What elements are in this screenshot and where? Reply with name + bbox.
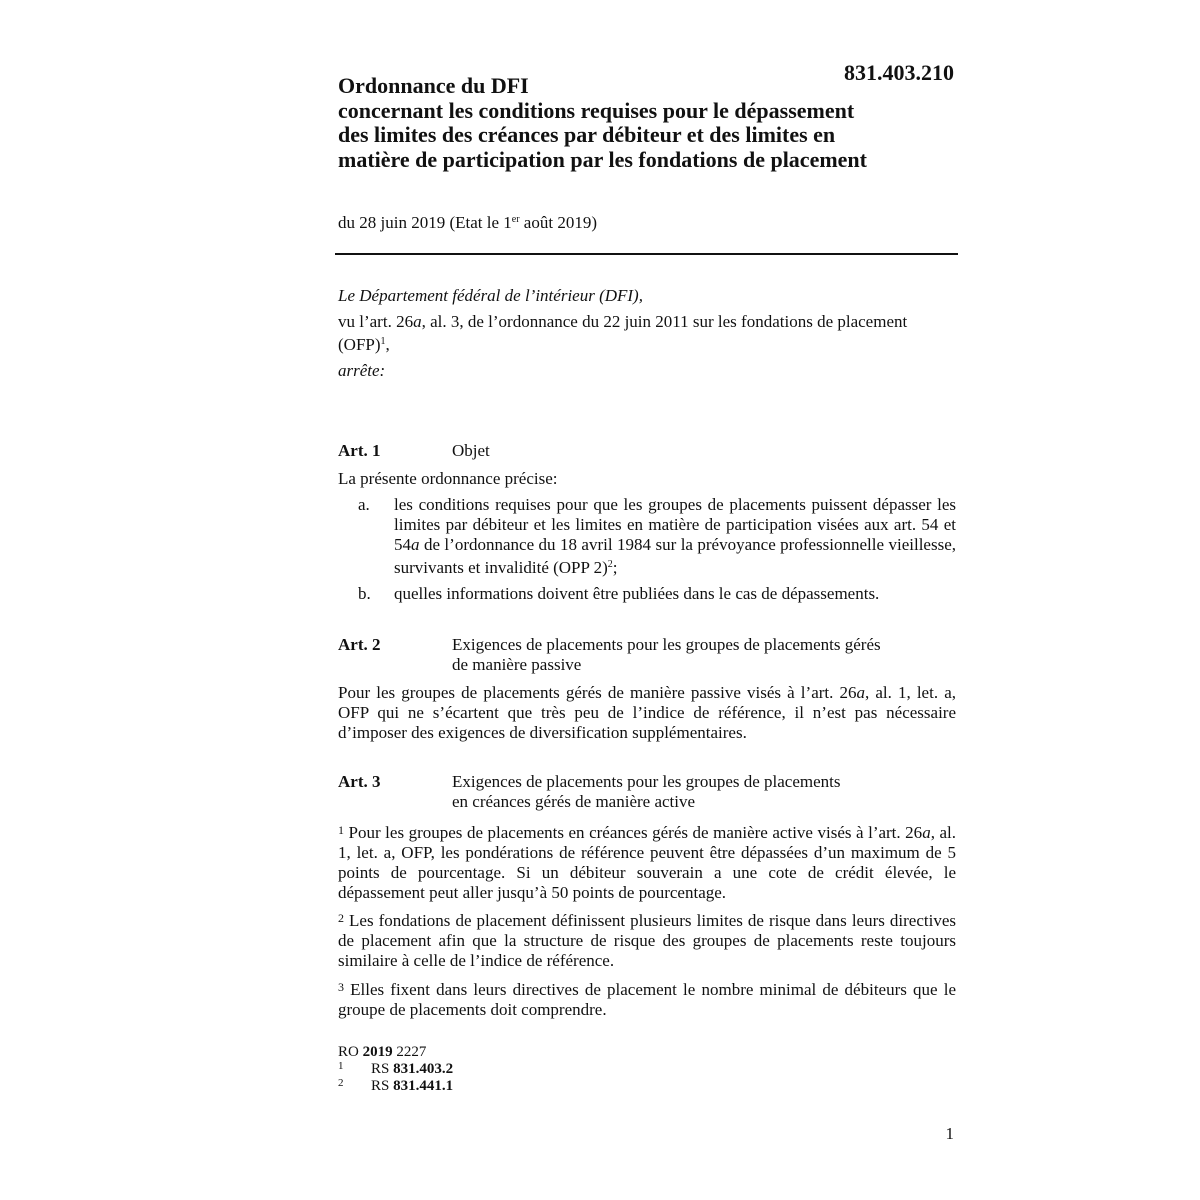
- title-line: des limites des créances par débiteur et des limites en: [338, 122, 836, 147]
- ro-year: 2019: [362, 1044, 393, 1060]
- list-letter: a.: [358, 495, 370, 514]
- article-title-line: Exigences de placements pour les groupes de placements: [452, 772, 841, 791]
- paragraph-number: 1: [338, 823, 344, 837]
- title-line: matière de participation par les fondations de placement: [338, 146, 867, 172]
- title-divider: [335, 253, 958, 255]
- preamble: [338, 286, 956, 381]
- date-superscript: er: [511, 214, 520, 225]
- paragraph-text-suffix: , al. 1, let. a, OFP, les pondérations de référence peuvent être dépassées d’un maximum de 5 points de pourcentage. Si un débiteur souverain a une cote de crédit élevée, le dépassement peut aller jusqu’à 50 points de pourcentage.: [338, 823, 956, 902]
- title-line: Ordonnance du DFI: [338, 73, 529, 98]
- page-number: 1: [945, 1124, 954, 1143]
- paragraph-text: Elles fixent dans leurs directives de placement le nombre minimal de débiteurs que le groupe de placements doit comprendre.: [338, 980, 956, 1019]
- footnote: [338, 1061, 738, 1078]
- ro-page: 2227: [392, 1044, 427, 1060]
- date-prefix: du 28 juin 2019 (Etat le 1: [338, 213, 512, 232]
- date-suffix: août 2019): [519, 213, 597, 232]
- article-title: [452, 772, 952, 812]
- article-3-paragraph-3: [338, 977, 956, 1020]
- article-title: [452, 635, 952, 675]
- arrete-line: arrête:: [338, 361, 386, 380]
- article-title-line: en créances gérés de manière active: [452, 792, 696, 811]
- article-1-lead: La présente ordonnance précise:: [338, 469, 558, 488]
- footnote: [338, 1078, 738, 1095]
- article-1-body: [338, 469, 956, 604]
- footnote-number: 2: [338, 1077, 344, 1089]
- paragraph-number: 3: [338, 980, 344, 994]
- footnote-ref[interactable]: 2: [607, 559, 613, 570]
- paragraph-text-italic: a: [922, 823, 931, 842]
- ro-reference: [338, 1044, 738, 1061]
- list-item: [338, 495, 956, 578]
- list-text-end: ;: [612, 558, 618, 577]
- article-title: Objet: [452, 441, 490, 460]
- legal-basis-italic: a: [413, 312, 422, 331]
- list-text-prefix: les conditions requises pour que les groupes de placements puissent dépasser les limites par débiteur et les limites en matière de participation visées aux art. 54 et 54: [394, 495, 956, 554]
- paragraph-text: Les fondations de placement définissent plusieurs limites de risque dans leurs directives de placement afin que la structure de risque des groupes de placements reste toujours similaire à celle de l’indice de référence.: [338, 911, 956, 970]
- article-3-paragraph-1: [338, 820, 956, 903]
- article-title-line: Exigences de placements pour les groupes de placements gérés: [452, 635, 881, 654]
- date-line: [338, 213, 597, 233]
- list-letter: b.: [358, 584, 371, 603]
- paragraph-number: 2: [338, 911, 344, 925]
- article-number: Art. 1: [338, 441, 381, 460]
- list-text-italic: a: [411, 535, 420, 554]
- legal-basis: [338, 312, 956, 355]
- sr-number: 831.403.210: [844, 60, 954, 85]
- list-text-suffix: de l’ordonnance du 18 avril 1984 sur la prévoyance professionnelle vieillesse, survivants et invalidité (OPP 2): [394, 535, 956, 577]
- article-number: Art. 3: [338, 772, 381, 791]
- footnote-number: 1: [338, 1060, 344, 1072]
- footnote-ref-link[interactable]: 831.403.2: [393, 1061, 454, 1077]
- article-3-paragraph-2: [338, 908, 956, 971]
- document-title: [338, 74, 958, 172]
- legal-basis-prefix: vu l’art. 26: [338, 312, 414, 331]
- paragraph-text-prefix: Pour les groupes de placements en créances gérés de manière active visés à l’art. 26: [344, 823, 923, 842]
- list-text: quelles informations doivent être publiées dans le cas de dépassements.: [394, 584, 880, 603]
- footnotes: [338, 1044, 738, 1095]
- article-title-line: de manière passive: [452, 655, 582, 674]
- legal-basis-end: ,: [385, 335, 390, 354]
- article-2-text-suffix: , al. 1, let. a, OFP qui ne s’écartent que très peu de l’indice de référence, il n’est pas nécessaire d’imposer des exigences de diversification supplémentaires.: [338, 683, 956, 742]
- footnote-ref[interactable]: 1: [380, 336, 386, 347]
- department-line: Le Département fédéral de l’intérieur (DFI),: [338, 286, 643, 305]
- article-number: Art. 2: [338, 635, 381, 654]
- footnote-ref-link[interactable]: 831.441.1: [393, 1078, 454, 1094]
- list-text: [394, 495, 956, 578]
- article-2-text-prefix: Pour les groupes de placements gérés de manière passive visés à l’art. 26: [338, 683, 857, 702]
- footnote-prefix: RS: [371, 1078, 394, 1094]
- title-line: concernant les conditions requises pour le dépassement: [338, 97, 855, 123]
- ro-prefix: RO: [338, 1044, 363, 1060]
- list-item: [338, 584, 956, 604]
- article-2-text-italic: a: [856, 683, 865, 702]
- article-2-body: [338, 683, 956, 743]
- footnote-prefix: RS: [371, 1061, 394, 1077]
- legal-basis-suffix: , al. 3, de l’ordonnance du 22 juin 2011 sur les fondations de placement (OFP): [338, 312, 908, 354]
